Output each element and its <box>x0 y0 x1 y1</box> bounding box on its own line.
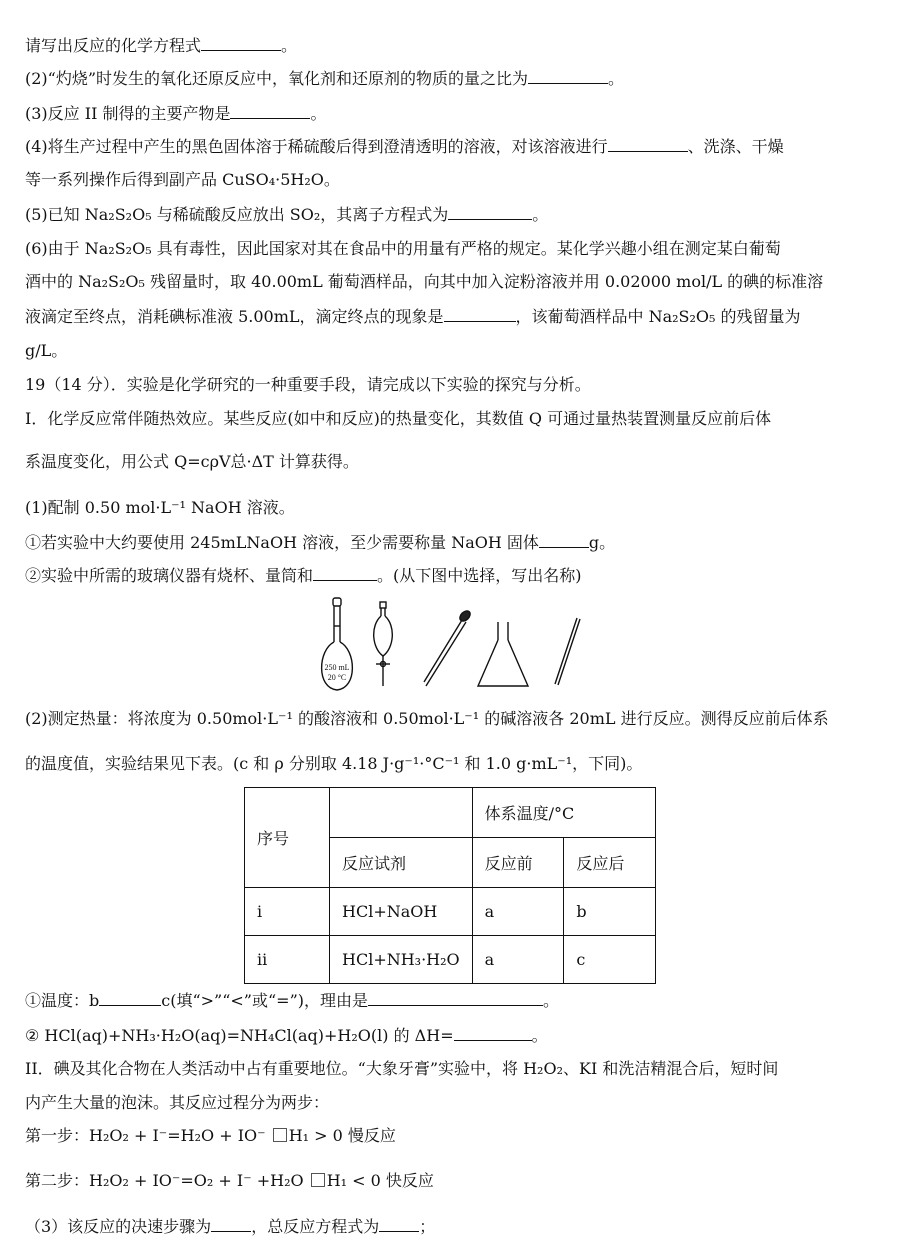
question-heading: 19（14 分）．实验是化学研究的一种重要手段，请完成以下实验的探究与分析。 <box>25 375 591 394</box>
table-head-before: 反应前 <box>472 838 564 888</box>
question-line: 系温度变化，用公式 Q=cρV总·ΔT 计算获得。 <box>25 452 359 471</box>
answer-blank[interactable] <box>539 531 589 548</box>
answer-blank[interactable] <box>230 102 310 119</box>
question-line: (2)“灼烧”时发生的氧化还原反应中，氧化剂和还原剂的物质的量之比为 。 <box>25 69 625 88</box>
answer-blank[interactable] <box>99 989 161 1006</box>
table-row: i HCl+NaOH a b <box>245 888 656 936</box>
reaction-step-2: 第二步：H₂O₂ + IO⁻=O₂ + I⁻ +H₂O H₁ < 0 快反应 <box>25 1171 434 1190</box>
flask-temp-label: 20 °C <box>327 673 347 682</box>
question-line: ①若实验中大约要使用 245mLNaOH 溶液，至少需要称量 NaOH 固体 g。 <box>25 533 616 552</box>
results-table <box>244 787 656 984</box>
glassware-figure <box>310 596 590 696</box>
table-head-number: 序号 <box>245 788 330 888</box>
answer-blank[interactable] <box>313 564 377 581</box>
answer-blank[interactable] <box>608 135 688 152</box>
question-line: I．化学反应常伴随热效应。某些反应(如中和反应)的热量变化，其数值 Q 可通过量热装置测量反应前后体 <box>25 409 772 428</box>
table-head-after: 反应后 <box>564 838 656 888</box>
question-line: 酒中的 Na₂S₂O₅ 残留量时，取 40.00mL 葡萄酒样品，向其中加入淀粉溶液并用 0.02000 mol/L 的碘的标准溶 <box>25 272 824 291</box>
table-head-temperature: 体系温度/°C <box>472 788 655 838</box>
glass-rod-icon <box>555 618 580 685</box>
question-line: ②实验中所需的玻璃仪器有烧杯、量筒和 。(从下图中选择，写出名称) <box>25 566 582 585</box>
question-line: (6)由于 Na₂S₂O₅ 具有毒性，因此国家对其在食品中的用量有严格的规定。某化学兴趣小组在测定某白葡萄 <box>25 239 781 258</box>
question-line: 请写出反应的化学方程式 。 <box>25 36 298 55</box>
question-line: II．碘及其化合物在人类活动中占有重要地位。“大象牙膏”实验中，将 H₂O₂、KI 和洗洁精混合后，短时间 <box>25 1059 779 1078</box>
reaction-step-1: 第一步：H₂O₂ + I⁻=H₂O + IO⁻ H₁ > 0 慢反应 <box>25 1126 396 1145</box>
missing-symbol-icon <box>273 1128 287 1142</box>
separatory-funnel-icon <box>374 602 393 686</box>
answer-blank[interactable] <box>379 1215 419 1232</box>
conical-flask-icon <box>478 622 528 686</box>
table-row: ii HCl+NH₃·H₂O a c <box>245 936 656 984</box>
volumetric-flask-icon <box>322 598 353 690</box>
answer-blank[interactable] <box>444 305 516 322</box>
question-line: 的温度值，实验结果见下表。(c 和 ρ 分别取 4.18 J·g⁻¹·°C⁻¹ 和 1.0 g·mL⁻¹，下同)。 <box>25 754 643 773</box>
question-line: 内产生大量的泡沫。其反应过程分为两步： <box>25 1093 330 1112</box>
answer-blank[interactable] <box>368 989 543 1006</box>
answer-blank[interactable] <box>211 1215 251 1232</box>
question-line: 液滴定至终点，消耗碘标准液 5.00mL，滴定终点的现象是 ，该葡萄酒样品中 Na₂S₂O₅ 的残留量为 <box>25 307 801 326</box>
question-line: (4)将生产过程中产生的黑色固体溶于稀硫酸后得到澄清透明的溶液，对该溶液进行 、洗涤、干燥 <box>25 137 784 156</box>
question-line: （3）该反应的决速步骤为 ，总反应方程式为 ； <box>25 1217 436 1236</box>
question-line: (2)测定热量：将浓度为 0.50mol·L⁻¹ 的酸溶液和 0.50mol·L⁻¹ 的碱溶液各 20mL 进行反应。测得反应前后体系 <box>25 709 829 728</box>
answer-blank[interactable] <box>201 34 281 51</box>
table-head-empty <box>330 788 473 838</box>
question-line: (3)反应 II 制得的主要产物是 。 <box>25 104 327 123</box>
answer-blank[interactable] <box>448 203 532 220</box>
answer-blank[interactable] <box>454 1024 532 1041</box>
answer-blank[interactable] <box>528 67 608 84</box>
question-line: (1)配制 0.50 mol·L⁻¹ NaOH 溶液。 <box>25 498 295 517</box>
question-line: ② HCl(aq)+NH₃·H₂O(aq)=NH₄Cl(aq)+H₂O(l) 的 ΔH= 。 <box>25 1026 548 1045</box>
table-head-reagent: 反应试剂 <box>330 838 473 888</box>
question-line: g/L。 <box>25 341 68 360</box>
dropper-icon <box>424 609 472 686</box>
question-line: ①温度：b c(填“>”“<”或“=”)，理由是 。 <box>25 991 560 1010</box>
question-line: 等一系列操作后得到副产品 CuSO₄·5H₂O。 <box>25 170 340 189</box>
question-line: (5)已知 Na₂S₂O₅ 与稀硫酸反应放出 SO₂，其离子方程式为 。 <box>25 205 549 224</box>
missing-symbol-icon <box>311 1173 325 1187</box>
flask-volume-label: 250 mL <box>324 663 350 672</box>
